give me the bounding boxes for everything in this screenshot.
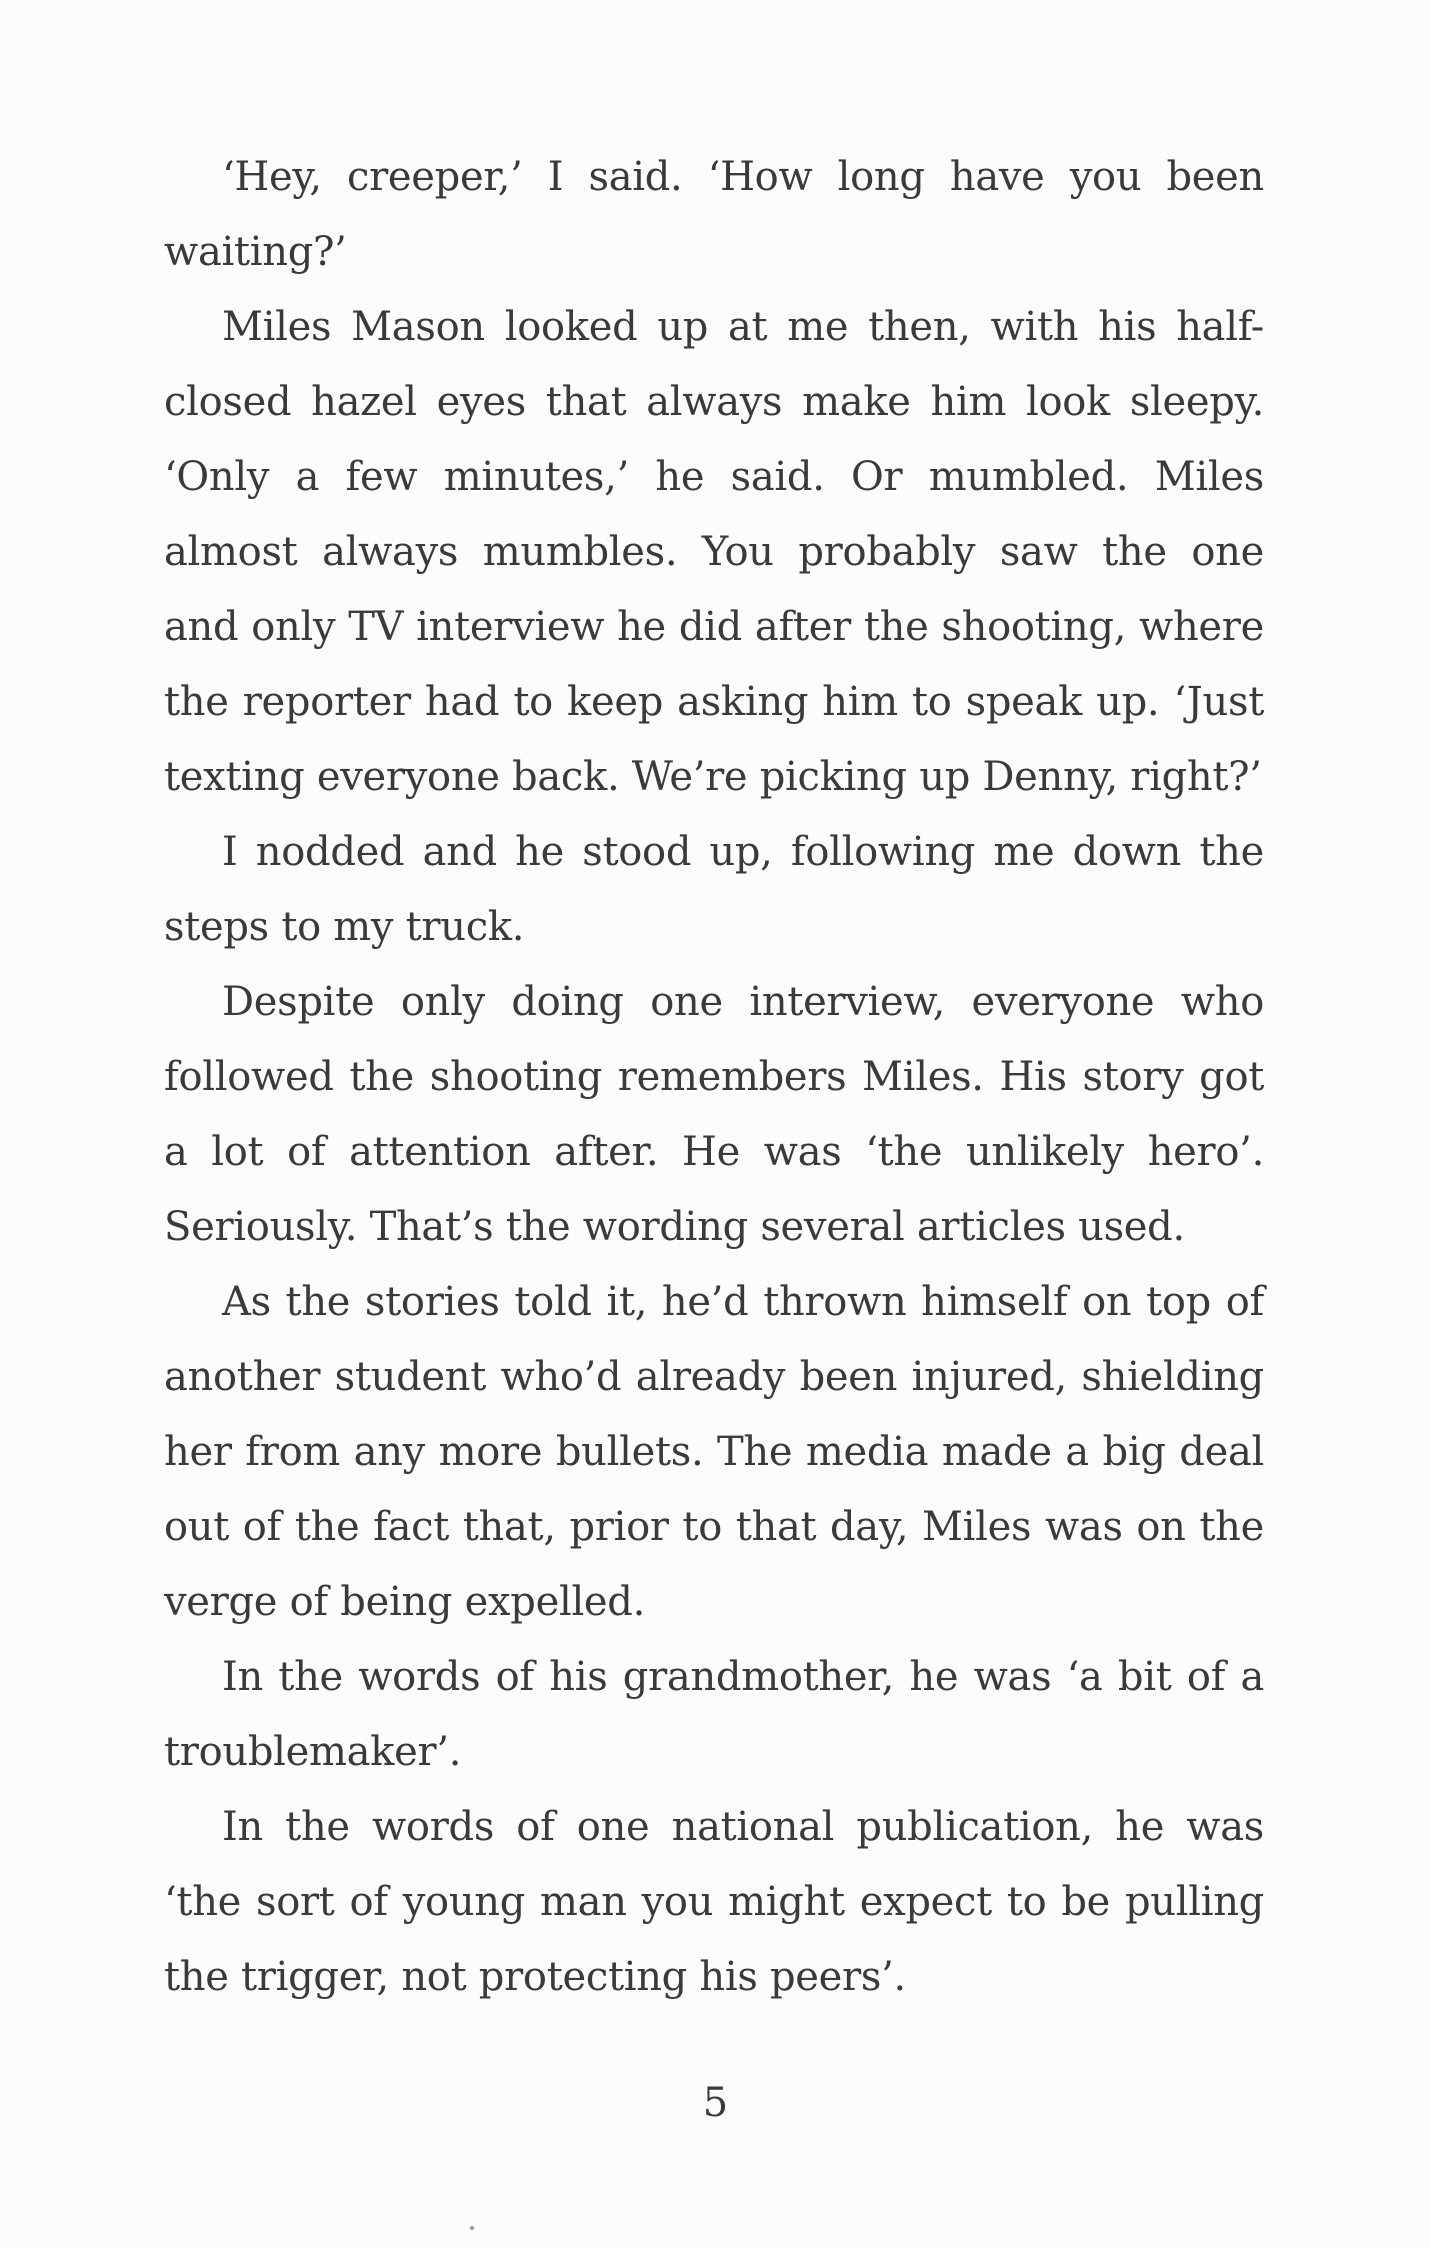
paragraph: ‘Hey, creeper,’ I said. ‘How long have you been waiting?’ [164,154,1264,275]
paragraph: Despite only doing one interview, everyone who followed the shooting remembers Miles. His story got a lot of attention after. He was ‘the unlikely hero’. Seriously. That’s the wording several articles used. [164,979,1264,1250]
paper-speck [470,2226,474,2230]
page-number: 5 [702,2080,729,2126]
paragraph: In the words of one national publication, he was ‘the sort of young man you might expect to be pulling the trigger, not protecting his peers’. [164,1804,1264,2000]
paragraph: In the words of his grandmother, he was ‘a bit of a troublemaker’. [164,1654,1264,1775]
paragraph: I nodded and he stood up, following me down the steps to my truck. [164,829,1264,950]
page-body [164,140,1264,2015]
paragraph: Miles Mason looked up at me then, with his half-closed hazel eyes that always make him look sleepy. ‘Only a few minutes,’ he said. Or mumbled. Miles almost always mumbles. You probably saw the one and only TV interview he did after the shooting, where the reporter had to keep asking him to speak up. ‘Just texting everyone back. We’re picking up Denny, right?’ [164,304,1264,800]
paragraph: As the stories told it, he’d thrown himself on top of another student who’d already been injured, shielding her from any more bullets. The media made a big deal out of the fact that, prior to that day, Miles was on the verge of being expelled. [164,1279,1264,1625]
